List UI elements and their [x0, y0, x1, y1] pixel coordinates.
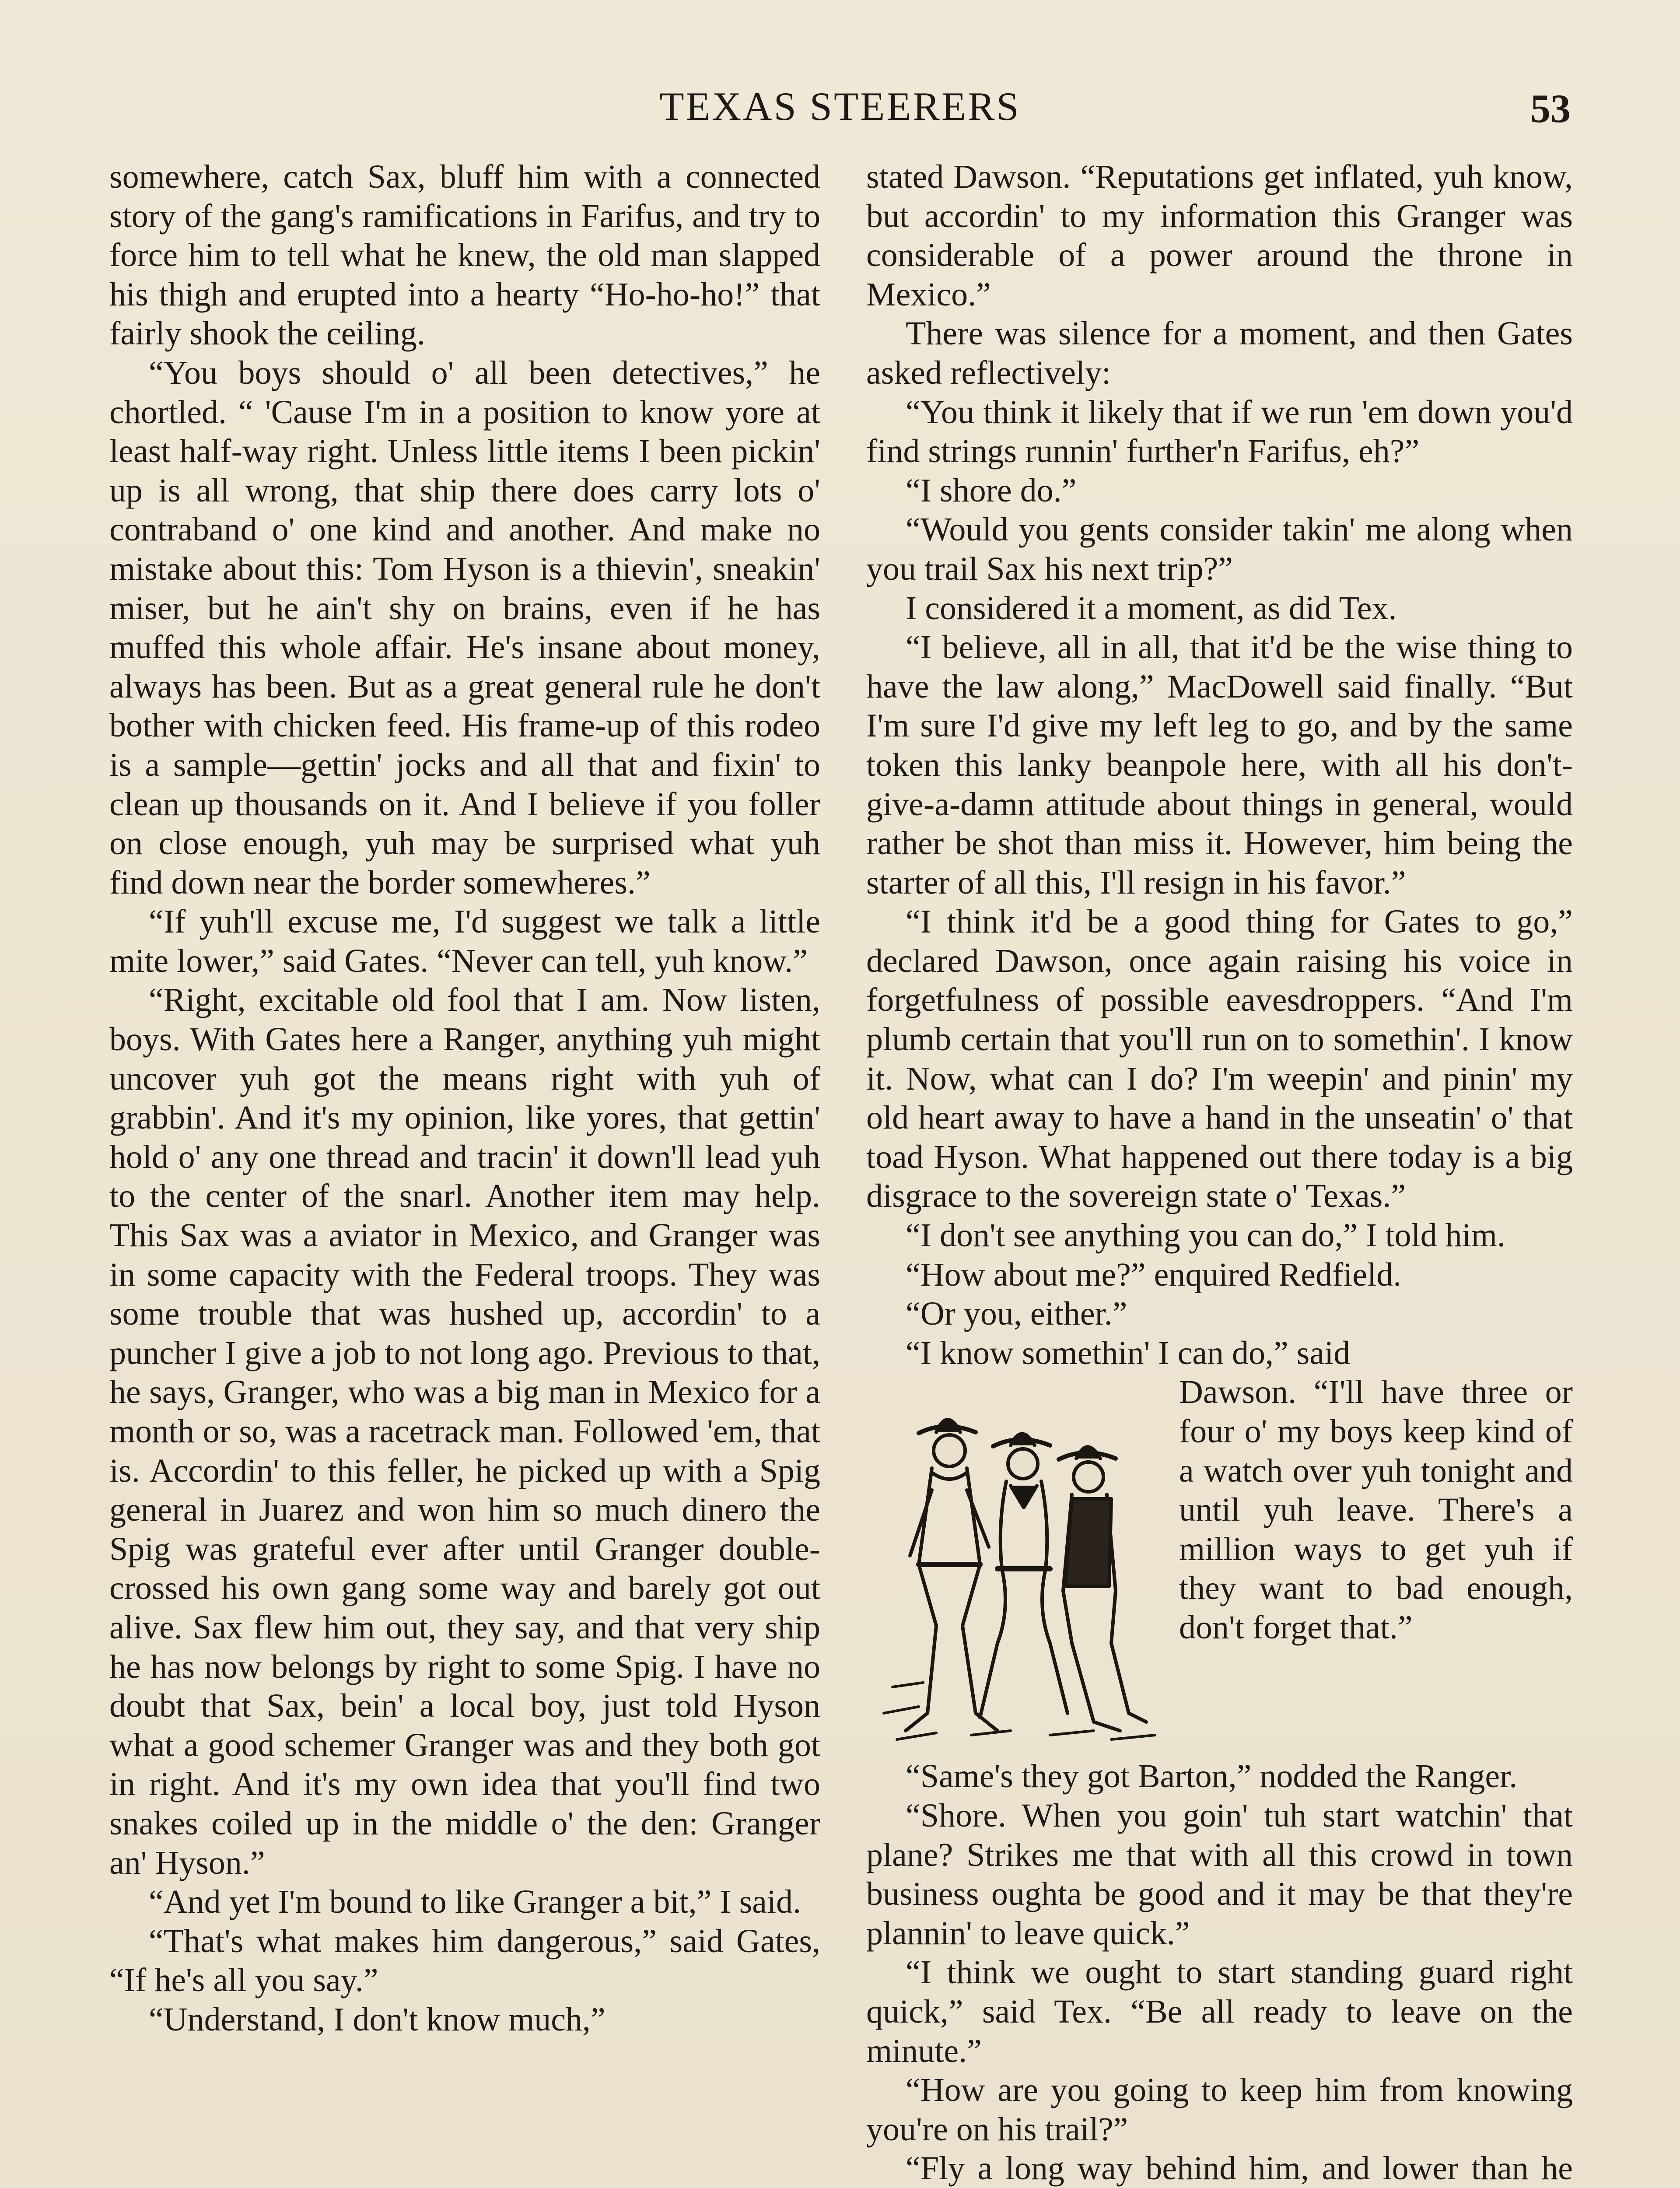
paragraph: “Right, excitable old fool that I am. Now listen, boys. With Gates here a Ranger, anything yuh might uncover yuh got the means right with yuh of grabbin'. And it's my opinion, like yores, that gettin' hold o' any one thread and tracin' it down'll lead yuh to the center of the snarl. Another item may help. This Sax was a aviator in Mexico, and Granger was in some capacity with the Federal troops. They was some trouble that was hushed up, accordin' to a puncher I give a job to not long ago. Previous to that, he says, Granger, who was a big man in Mexico for a month or so, was a racetrack man. Followed 'em, that is. Accordin' to this feller, he picked up with a Spig general in Juarez and won him so much dinero the Spig was grateful ever after until Granger double-crossed his own gang some way and barely got out alive. Sax flew him out, they say, and that very ship he has now belongs by right to some Spig. I have no doubt that Sax, bein' a local boy, just told Hyson what a good schemer Granger was and they both got in right. And it's my own idea that you'll find two snakes coiled up in the middle o' the den: Granger an' Hyson.”	[109, 982, 820, 1881]
paragraph: “I think we ought to start standing guard right quick,” said Tex. “Be all ready to leave on the minute.”	[866, 1954, 1573, 2069]
cowboys-drawing	[866, 1381, 1168, 1757]
paragraph: “Or you, either.”	[906, 1295, 1127, 1332]
paragraph: “Fly a long way behind him, and lower than he	[906, 2150, 1573, 2187]
paragraph: “If yuh'll excuse me, I'd suggest we talk a little mite lower,” said Gates. “Never can tell, yuh know.”	[109, 903, 820, 979]
paragraph: I considered it a moment, as did Tex.	[906, 589, 1397, 627]
paragraph: “You think it likely that if we run 'em down you'd find strings runnin' further'n Farifus, eh?”	[866, 393, 1573, 470]
paragraph: There was silence for a moment, and then Gates asked reflectively:	[866, 315, 1573, 391]
paragraph: stated Dawson. “Reputations get inflated, yuh know, but accordin' to my information this Granger was considerable of a power around the throne in Mexico.”	[866, 158, 1573, 313]
paragraph: “I know somethin' I can do,” said	[906, 1334, 1351, 1371]
paragraph: “I think it'd be a good thing for Gates to go,” declared Dawson, once again raising his voice in forgetfulness of possible eavesdroppers. “And I'm plumb certain that you'll run on to somethin'. I know it. Now, what can I do? I'm weepin' and pinin' my old heart away to have a hand in the unseatin' o' that toad Hyson. What happened out there today is a big disgrace to the sovereign state o' Texas.”	[866, 903, 1573, 1215]
paragraph: “That's what makes him dangerous,” said Gates, “If he's all you say.”	[109, 1922, 820, 1999]
running-head: TEXAS STEERERS	[659, 84, 1021, 129]
paragraph: “Would you gents consider takin' me along when you trail Sax his next trip?”	[866, 511, 1573, 587]
paragraph: Dawson. “I'll have three or four o' my boys keep kind of a watch over yuh tonight and until yuh leave. There's a million ways to get yuh if they want to bad enough, don't forget that.”	[1179, 1374, 1573, 1646]
paragraph: “And yet I'm bound to like Granger a bit,” I said.	[149, 1883, 802, 1921]
paragraph: “I believe, all in all, that it'd be the wise thing to have the law along,” MacDowell said finally. “But I'm sure I'd give my left leg to go, and by the same token this lanky beanpole here, with all his don't-give-a-damn attitude about things in general, would rather be shot than miss it. However, him being the starter of all this, I'll resign in his favor.”	[866, 629, 1573, 901]
paragraph: “Shore. When you goin' tuh start watchin' that plane? Strikes me that with all this crowd in town business oughta be good and it may be that they're plannin' to leave quick.”	[866, 1797, 1573, 1952]
paragraph: “Understand, I don't know much,”	[149, 2001, 606, 2038]
paragraph: “I don't see anything you can do,” I told him.	[906, 1217, 1505, 1254]
page-number: 53	[1530, 86, 1571, 131]
paragraph: “How are you going to keep him from knowing you're on his trail?”	[866, 2072, 1573, 2148]
cowboys-illustration	[866, 1381, 1168, 1757]
paragraph: “You boys should o' all been detectives,” he chortled. “ 'Cause I'm in a position to know yore at least half-way right. Unless little items I been pickin' up is all wrong, that ship there does carry lots o' contraband o' one kind and another. And make no mistake about this: Tom Hyson is a thievin', sneakin' miser, but he ain't shy on brains, even if he has muffed this whole affair. He's insane about money, always has been. But as a great general rule he don't bother with chicken feed. His frame-up of this rodeo is a sample—gettin' jocks and all that and fixin' to clean up thousands on it. And I believe if you foller on close enough, yuh may be surprised what yuh find down near the border somewheres.”	[109, 354, 820, 901]
left-column	[109, 158, 820, 2040]
paragraph: “How about me?” enquired Redfield.	[906, 1256, 1402, 1293]
paragraph: somewhere, catch Sax, bluff him with a connected story of the gang's ramifications in Farifus, and try to force him to tell what he knew, the old man slapped his thigh and erupted into a hearty “Ho-ho-ho!” that fairly shook the ceiling.	[109, 158, 820, 352]
right-column	[866, 158, 1573, 2188]
paragraph: “I shore do.”	[906, 472, 1077, 509]
paragraph: “Same's they got Barton,” nodded the Ranger.	[906, 1758, 1518, 1795]
